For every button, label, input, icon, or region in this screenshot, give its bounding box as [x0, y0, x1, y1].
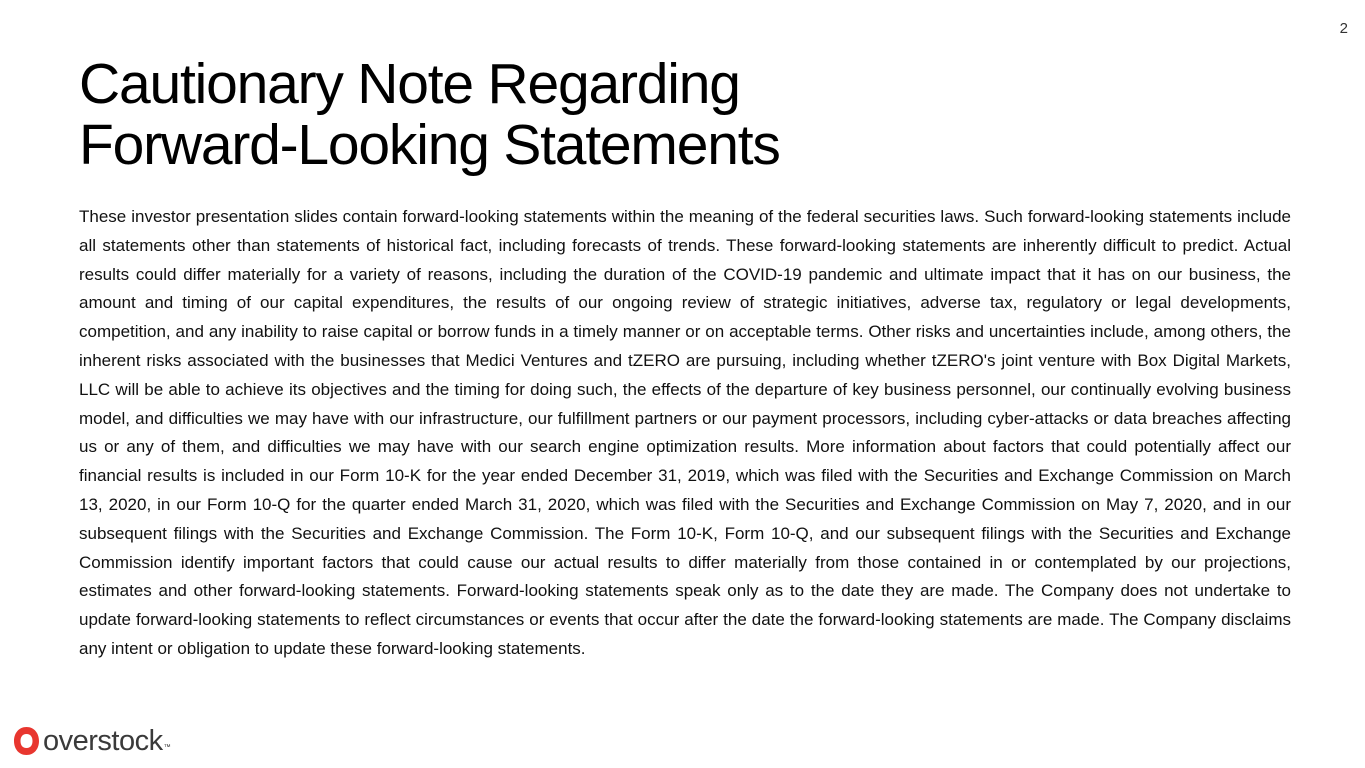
overstock-wordmark: overstock — [43, 725, 163, 757]
overstock-o-mark-icon — [13, 726, 40, 756]
disclaimer-paragraph: These investor presentation slides contain forward-looking statements within the meaning of the federal securities laws. Such forward-looking statements include all statements other than statements of historical fact, including forecasts of trends. These forward-looking statements are inherently difficult to predict. Actual results could differ materially for a variety of reasons, including the duration of the COVID-19 pandemic and ultimate impact that it has on our business, the amount and timing of our capital expenditures, the results of our ongoing review of strategic initiatives, adverse tax, regulatory or legal developments, competition, and any inability to raise capital or borrow funds in a timely manner or on acceptable terms. Other risks and uncertainties include, among others, the inherent risks associated with the businesses that Medici Ventures and tZERO are pursuing, including whether tZERO's joint venture with Box Digital Markets, LLC will be able to achieve its objectives and the timing for doing such, the effects of the departure of key business personnel, our continually evolving business model, and difficulties we may have with our infrastructure, our fulfillment partners or our payment processors, including cyber-attacks or data breaches affecting us or any of them, and difficulties we may have with our search engine optimization results. More information about factors that could potentially affect our financial results is included in our Form 10-K for the year ended December 31, 2019, which was filed with the Securities and Exchange Commission on March 13, 2020, in our Form 10-Q for the quarter ended March 31, 2020, which was filed with the Securities and Exchange Commission on May 7, 2020, and in our subsequent filings with the Securities and Exchange Commission. The Form 10-K, Form 10-Q, and our subsequent filings with the Securities and Exchange Commission identify important factors that could cause our actual results to differ materially from those contained in or contemplated by our projections, estimates and other forward-looking statements. Forward-looking statements speak only as to the date they are made. The Company does not undertake to update forward-looking statements to reflect circumstances or events that occur after the date the forward-looking statements are made. The Company disclaims any intent or obligation to update these forward-looking statements. — [79, 207, 1291, 658]
trademark-symbol: ™ — [163, 744, 171, 751]
slide-title — [79, 54, 780, 176]
slide-title-line-2: Forward-Looking Statements — [79, 113, 780, 177]
page-number: 2 — [1339, 20, 1348, 37]
slide-title-line-1: Cautionary Note Regarding — [79, 52, 740, 116]
overstock-logo — [13, 725, 171, 757]
